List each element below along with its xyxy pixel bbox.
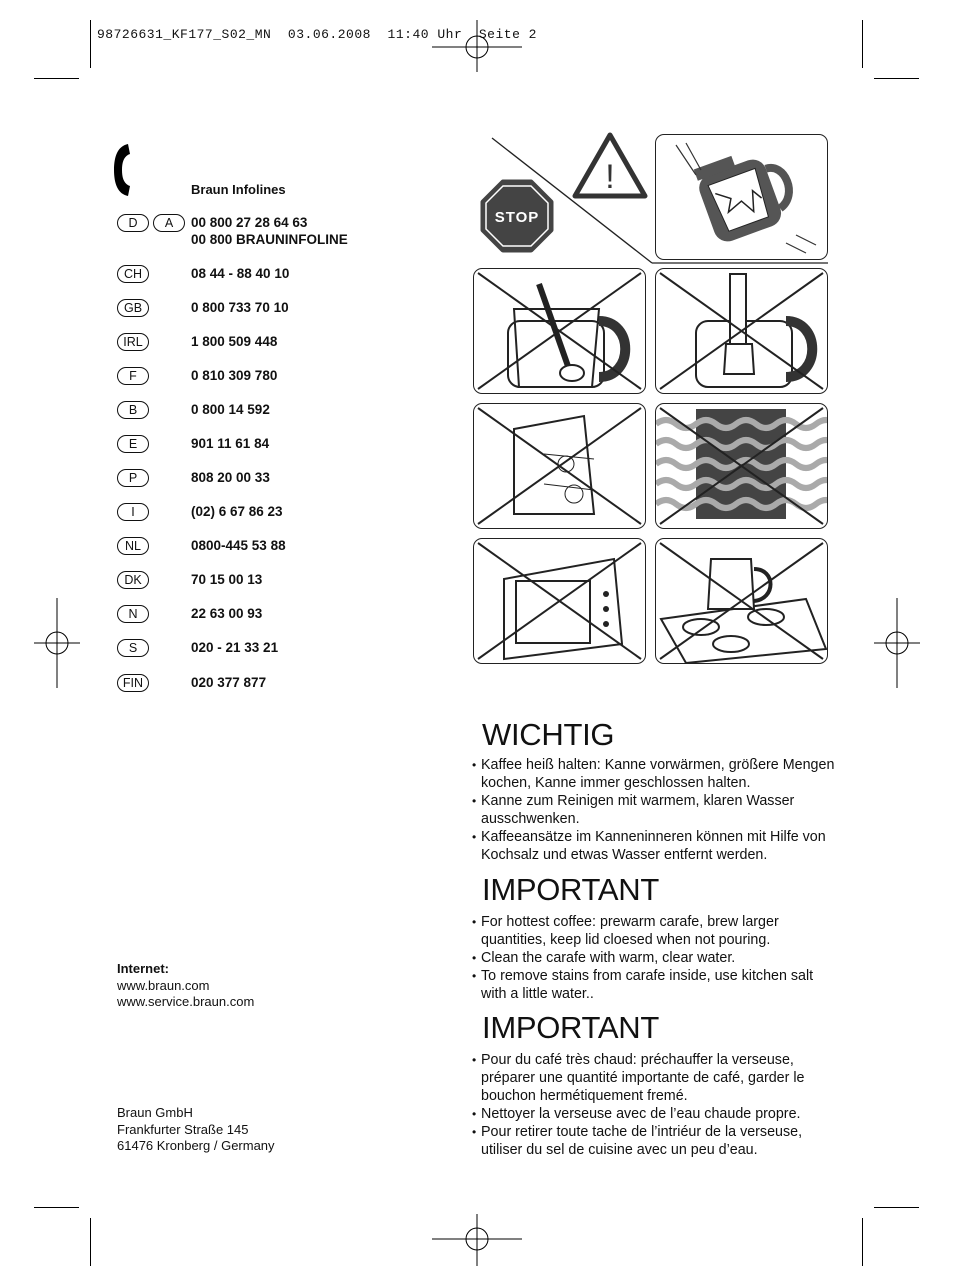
phone-number (191, 571, 262, 588)
street: Frankfurter Straße 145 (117, 1121, 249, 1137)
stop-sign-icon (483, 182, 551, 250)
phone-number-line: (02) 6 67 86 23 (191, 504, 283, 519)
company-address (117, 1105, 275, 1155)
phone-number (191, 214, 348, 248)
no-microwave-icon (474, 539, 645, 663)
country-codes (117, 639, 149, 657)
bullet-item: • Pour retirer toute tache de l’intriéur de la verseuse, utiliser du sel de cuisine avec un peu d’eau. (472, 1123, 842, 1159)
country-codes (117, 469, 149, 487)
no-dishwasher-panel (473, 403, 646, 529)
phone-number-line: 0800-445 53 88 (191, 538, 286, 553)
country-code-badge: CH (117, 265, 149, 283)
no-brush-cleaning-panel (473, 268, 646, 394)
bullet-item: • Kaffee heiß halten: Kanne vorwärmen, größere Mengen kochen, Kanne immer geschlossen halten. (472, 756, 842, 792)
internet-block (117, 961, 254, 1011)
country-code-badge: D (117, 214, 149, 232)
phone-number-line: 901 11 61 84 (191, 436, 270, 451)
country-code-badge: F (117, 367, 149, 385)
phone-number (191, 265, 289, 282)
no-immersion-panel (655, 403, 828, 529)
no-microwave-panel (473, 538, 646, 664)
phone-number (191, 333, 277, 350)
broken-carafe-icon (656, 135, 827, 259)
phone-number (191, 537, 286, 554)
bullet-item: • Nettoyer la verseuse avec de l’eau chaude propre. (472, 1105, 842, 1123)
bullet-item: • Kanne zum Reinigen mit warmem, klaren Wasser ausschwenken. (472, 792, 842, 828)
warning-triangle-icon (575, 135, 645, 196)
phone-number-line: 22 63 00 93 (191, 606, 263, 621)
bullet-list-french (472, 1051, 842, 1159)
country-code-badge: A (153, 214, 185, 232)
country-code-badge: I (117, 503, 149, 521)
phone-number (191, 469, 270, 486)
phone-number (191, 674, 266, 691)
country-code-badge: IRL (117, 333, 149, 351)
phone-number-line: 1 800 509 448 (191, 334, 278, 349)
no-water-immersion-icon (656, 404, 827, 528)
phone-number (191, 367, 277, 384)
phone-number-line: 020 377 877 (191, 675, 267, 690)
phone-number (191, 639, 278, 656)
phone-number-line: 08 44 - 88 40 10 (191, 266, 290, 281)
country-codes (117, 299, 149, 317)
phone-number-line: 00 800 27 28 64 63 (191, 215, 308, 230)
country-codes (117, 401, 149, 419)
country-code-badge: E (117, 435, 149, 453)
phone-number-line: 70 15 00 13 (191, 572, 263, 587)
phone-number (191, 605, 262, 622)
no-brush-cleaning-icon (474, 269, 645, 393)
bullet-item: • For hottest coffee: prewarm carafe, brew larger quantities, keep lid cloesed when not pouring. (472, 913, 842, 949)
bullet-list-german (472, 756, 842, 864)
telephone-handset-icon (112, 142, 140, 198)
city: 61476 Kronberg / Germany (117, 1138, 275, 1153)
phone-number (191, 401, 270, 418)
no-stovetop-icon (656, 539, 827, 663)
warning-exclamation: ! (605, 158, 615, 196)
service-website-link[interactable]: www.service.braun.com (117, 994, 255, 1009)
country-code-badge: P (117, 469, 149, 487)
phone-number-line: 808 20 00 33 (191, 470, 270, 485)
country-codes (117, 435, 149, 453)
country-codes (117, 367, 149, 385)
company-name: Braun GmbH (117, 1105, 193, 1120)
country-codes (117, 265, 149, 283)
broken-carafe-panel (655, 134, 828, 260)
country-code-badge: B (117, 401, 149, 419)
country-codes (117, 503, 149, 521)
country-codes (117, 674, 149, 692)
country-code-badge: NL (117, 537, 149, 555)
country-codes (117, 333, 149, 351)
country-code-badge: N (117, 605, 149, 623)
section-title-english: IMPORTANT (482, 872, 659, 907)
stop-sign-text: STOP (494, 209, 540, 226)
bullet-item: • Kaffeeansätze im Kanneninneren können mit Hilfe von Kochsalz und etwas Wasser entfernt werden. (472, 828, 842, 864)
bullet-item: • To remove stains from carafe inside, use kitchen salt with a little water.. (472, 967, 842, 1003)
no-dishwasher-icon (474, 404, 645, 528)
section-title-french: IMPORTANT (482, 1010, 659, 1045)
country-codes (117, 214, 185, 232)
phone-number-line: 020 - 21 33 21 (191, 640, 279, 655)
bullet-item: • Clean the carafe with warm, clear water. (472, 949, 842, 967)
country-code-badge: S (117, 639, 149, 657)
no-stove-panel (655, 538, 828, 664)
phone-number (191, 503, 283, 520)
bullet-item: • Pour du café très chaud: préchauffer la verseuse, préparer une quantité importante de café, garder le bouchon hermétiquement fremé. (472, 1051, 842, 1105)
country-code-badge: DK (117, 571, 149, 589)
phone-number-line: 0 800 14 592 (191, 402, 270, 417)
phone-number-line: 0 800 733 70 10 (191, 300, 289, 315)
phone-number (191, 435, 269, 452)
country-code-badge: FIN (117, 674, 149, 692)
phone-number (191, 299, 289, 316)
no-hand-cleaning-panel (655, 268, 828, 394)
country-codes (117, 571, 149, 589)
infolines-title: Braun Infolines (191, 182, 286, 197)
website-link[interactable]: www.braun.com (117, 977, 210, 993)
section-title-german: WICHTIG (482, 717, 615, 752)
country-code-badge: GB (117, 299, 149, 317)
phone-number-line: 0 810 309 780 (191, 368, 278, 383)
country-codes (117, 605, 149, 623)
bullet-list-english (472, 913, 842, 1003)
country-codes (117, 537, 149, 555)
print-header: 98726631_KF177_S02_MN 03.06.2008 11:40 Uhr Seite 2 (97, 27, 537, 42)
phone-number-line: 00 800 BRAUNINFOLINE (191, 232, 348, 247)
no-hand-cleaning-icon (656, 269, 827, 393)
internet-label: Internet: (117, 961, 169, 976)
